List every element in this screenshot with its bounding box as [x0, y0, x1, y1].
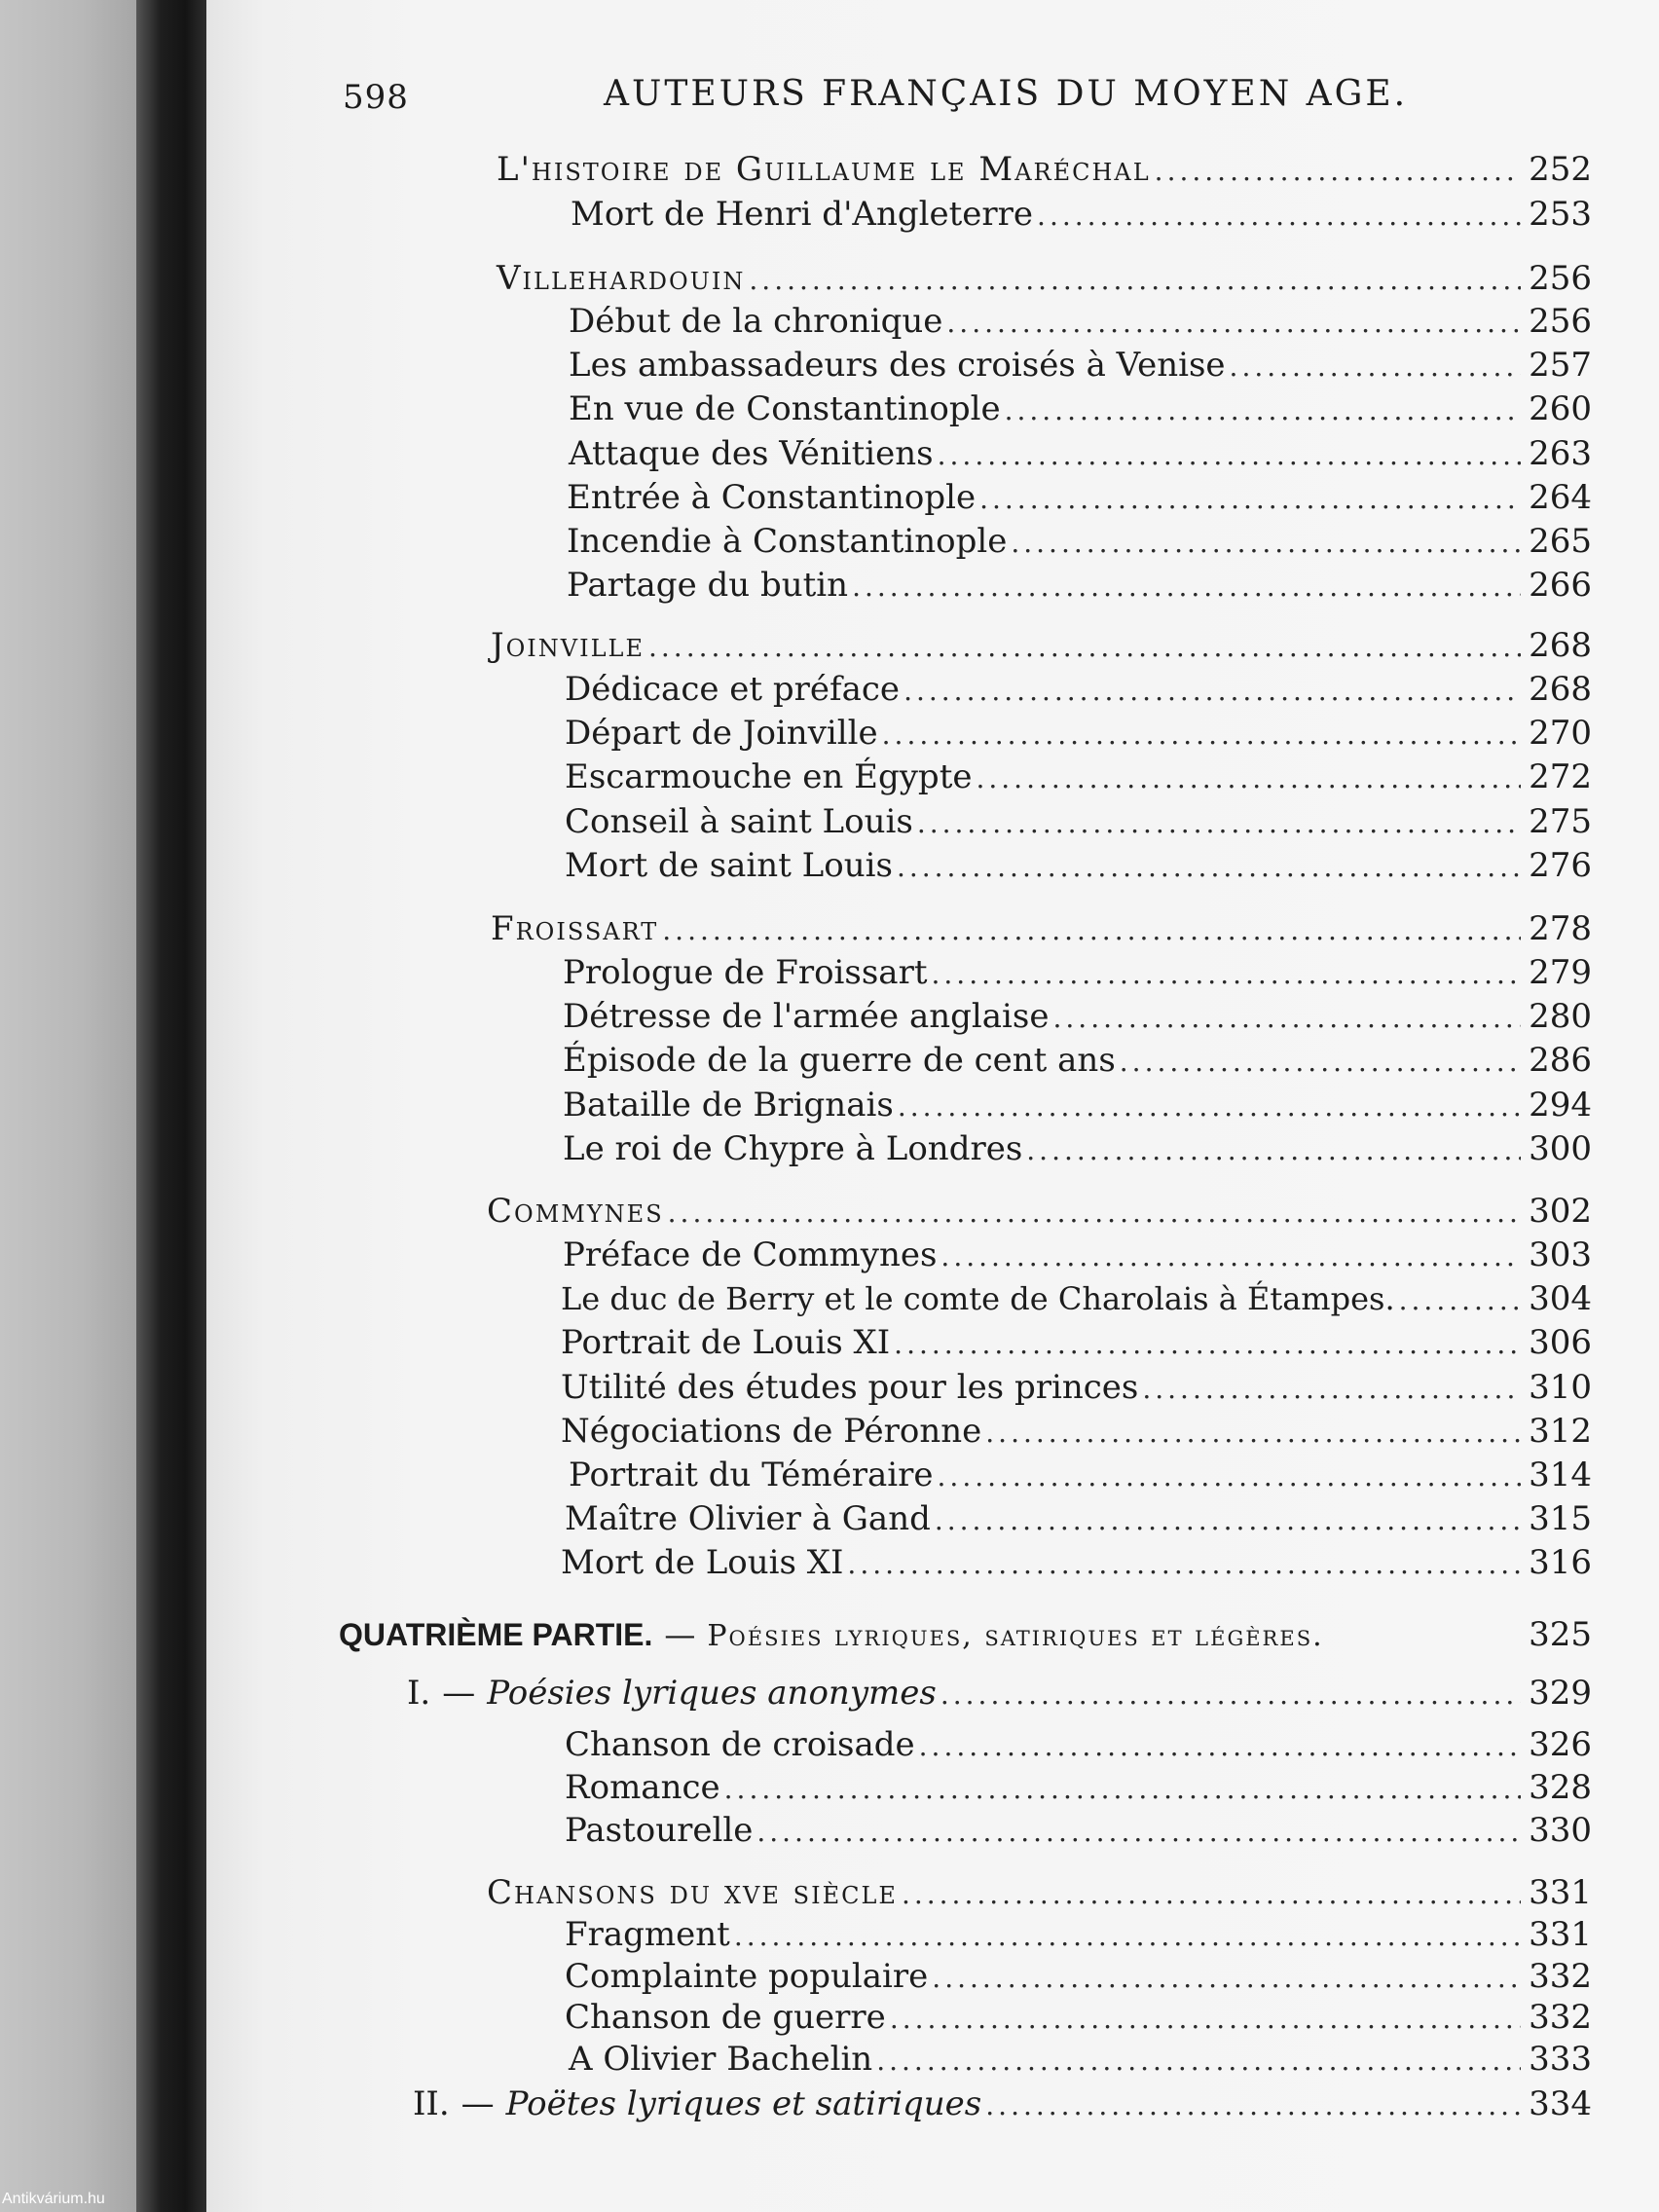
dot-leader: [935, 1499, 1521, 1542]
toc-entry-label: Romance: [565, 1768, 720, 1807]
dot-leader: [903, 670, 1521, 713]
dot-leader: [882, 714, 1521, 756]
toc-page-number: 253: [1529, 195, 1592, 234]
toc-entry[interactable]: [563, 1234, 1592, 1276]
toc-entry[interactable]: [569, 344, 1592, 387]
dot-leader: [668, 1192, 1521, 1235]
toc-entry-label: Conseil à saint Louis: [565, 802, 913, 841]
part-title: QUATRIÈME PARTIE.: [339, 1617, 653, 1652]
toc-page-number: 325: [1529, 1615, 1592, 1654]
toc-page-number: 276: [1529, 846, 1592, 885]
toc-page-number: 272: [1529, 757, 1592, 796]
toc-page-number: 294: [1529, 1086, 1592, 1124]
toc-page-number: 328: [1529, 1768, 1592, 1807]
toc-entry[interactable]: [565, 668, 1592, 711]
toc-entry-label: Utilité des études pour les princes: [561, 1368, 1139, 1407]
toc-entry[interactable]: [563, 1127, 1592, 1170]
toc-entry-label: Incendie à Constantinople: [567, 522, 1008, 561]
toc-entry[interactable]: [569, 432, 1592, 475]
dot-leader: [894, 1323, 1521, 1366]
toc-page-number: 315: [1529, 1499, 1592, 1538]
toc-page-number: 260: [1529, 389, 1592, 428]
dot-leader: [749, 259, 1521, 302]
toc-entry-label: Maître Olivier à Gand: [565, 1499, 931, 1538]
toc-entry[interactable]: [563, 951, 1592, 994]
dot-leader: [917, 802, 1521, 845]
toc-entry[interactable]: [561, 1366, 1592, 1409]
toc-page-number: 265: [1529, 522, 1592, 561]
toc-heading-joinville[interactable]: [491, 624, 1592, 667]
dot-leader: [852, 566, 1521, 608]
toc-entry-label: Épisode de la guerre de cent ans: [563, 1041, 1116, 1080]
dot-leader: [919, 1725, 1521, 1768]
toc-entry[interactable]: [565, 1809, 1592, 1852]
toc-page-number: 332: [1529, 1998, 1592, 2037]
section-dash: —: [461, 2084, 495, 2123]
toc-page-number: 310: [1529, 1368, 1592, 1407]
toc-entry-label: Préface de Commynes: [563, 1235, 938, 1274]
toc-entry[interactable]: [567, 476, 1592, 519]
toc-page-number: 326: [1529, 1725, 1592, 1764]
toc-entry-label: Entrée à Constantinople: [567, 478, 977, 517]
toc-entry[interactable]: [565, 1955, 1592, 1998]
toc-page-number: 268: [1529, 626, 1592, 665]
dot-leader: [932, 1957, 1521, 2000]
toc-entry[interactable]: [565, 1766, 1592, 1809]
toc-entry[interactable]: [569, 300, 1592, 343]
page-number: 598: [343, 78, 409, 117]
dot-leader: [940, 1235, 1521, 1278]
dot-leader: [1142, 1368, 1521, 1411]
toc-entry[interactable]: [563, 1084, 1592, 1126]
dot-leader: [724, 1768, 1521, 1811]
toc-page-number: 286: [1529, 1041, 1592, 1080]
toc-page-number: 279: [1529, 953, 1592, 992]
toc-entry-label: Mort de Louis XI: [561, 1543, 844, 1582]
toc-entry-label: Escarmouche en Égypte: [565, 757, 973, 796]
toc-entry-label: Portrait de Louis XI: [561, 1323, 891, 1362]
toc-page-number: 278: [1529, 909, 1592, 948]
toc-entry[interactable]: [561, 1541, 1592, 1584]
dot-leader: [890, 1998, 1521, 2041]
toc-page-number: 316: [1529, 1543, 1592, 1582]
dot-leader: [932, 953, 1522, 996]
toc-heading-villehardouin[interactable]: [497, 257, 1592, 300]
toc-entry[interactable]: [563, 995, 1592, 1038]
dot-leader: [1037, 195, 1521, 238]
toc-heading-label: Joinville: [491, 626, 645, 665]
dot-leader: [898, 1086, 1521, 1128]
toc-page-number: 331: [1529, 1873, 1592, 1912]
toc-entry[interactable]: [569, 387, 1592, 430]
dot-leader: [1011, 522, 1521, 565]
toc-heading-commynes[interactable]: [487, 1190, 1592, 1233]
toc-page-number: 263: [1529, 434, 1592, 473]
toc-entry-label: En vue de Constantinople: [569, 389, 1001, 428]
book-binding-edge: [0, 0, 136, 2212]
toc-part-four[interactable]: [339, 1613, 1592, 1656]
toc-entry-label: Chanson de croisade: [565, 1725, 915, 1764]
toc-page-number: 275: [1529, 802, 1592, 841]
toc-entry[interactable]: [565, 844, 1592, 887]
toc-entry-label: Fragment: [565, 1915, 730, 1954]
dot-leader: [1230, 346, 1522, 388]
toc-page-number: 302: [1529, 1192, 1592, 1231]
dot-leader: [756, 1811, 1521, 1854]
toc-page-number: 257: [1529, 346, 1592, 385]
toc-page-number: 264: [1529, 478, 1592, 517]
toc-entry-label: Partage du butin: [567, 566, 849, 605]
dot-leader: [1155, 150, 1521, 193]
toc-entry-label: Pastourelle: [565, 1811, 754, 1850]
toc-entry[interactable]: [565, 1497, 1592, 1540]
dot-leader: [976, 757, 1521, 800]
toc-page-number: 270: [1529, 714, 1592, 753]
source-watermark: Antikvárium.hu: [2, 2191, 105, 2207]
toc-page-number: 304: [1529, 1279, 1592, 1318]
toc-heading-froissart[interactable]: [491, 907, 1592, 950]
running-head: AUTEURS FRANÇAIS DU MOYEN AGE.: [604, 74, 1409, 114]
dot-leader: [734, 1915, 1521, 1958]
toc-page-number: 331: [1529, 1915, 1592, 1954]
section-dash: —: [442, 1674, 476, 1713]
toc-page-number: 256: [1529, 302, 1592, 341]
toc-entry[interactable]: [569, 1454, 1592, 1496]
dot-leader: [1005, 389, 1522, 432]
toc-heading-label: Commynes: [487, 1192, 664, 1231]
dot-leader: [1120, 1041, 1521, 1084]
dot-leader: [1399, 1279, 1521, 1322]
toc-page-number: 330: [1529, 1811, 1592, 1850]
toc-page-number: 256: [1529, 259, 1592, 298]
toc-page-number: 303: [1529, 1235, 1592, 1274]
toc-page-number: 314: [1529, 1456, 1592, 1494]
part-dash: —: [664, 1616, 696, 1653]
toc-page-number: 268: [1529, 670, 1592, 709]
toc-page-number: 252: [1529, 150, 1592, 189]
toc-page-number: 333: [1529, 2040, 1592, 2079]
toc-entry-label: Dédicace et préface: [565, 670, 901, 709]
toc-heading-chansons[interactable]: [487, 1871, 1592, 1914]
section-numeral: II.: [413, 2084, 450, 2123]
part-subtitle: Poésies lyriques, satiriques et légères.: [707, 1619, 1324, 1653]
toc-entry[interactable]: [561, 1410, 1592, 1453]
toc-entry-label: Mort de saint Louis: [565, 846, 893, 885]
toc-entry[interactable]: [569, 2038, 1592, 2081]
toc-entry-label: Début de la chronique: [569, 302, 943, 341]
dot-leader: [902, 1873, 1521, 1916]
dot-leader: [1026, 1129, 1521, 1172]
toc-entry-label: Bataille de Brignais: [563, 1086, 894, 1124]
dot-leader: [979, 478, 1521, 521]
section-title: Poésies lyriques anonymes: [487, 1674, 937, 1713]
toc-entry[interactable]: [565, 756, 1592, 798]
dot-leader: [847, 1543, 1521, 1586]
toc-entry[interactable]: [561, 1321, 1592, 1364]
dot-leader: [1053, 997, 1522, 1040]
dot-leader: [648, 626, 1521, 669]
toc-section-two[interactable]: [413, 2083, 1592, 2125]
toc-entry[interactable]: [563, 1039, 1592, 1082]
toc-page-number: 334: [1529, 2084, 1592, 2123]
toc-entry[interactable]: [565, 800, 1592, 843]
dot-leader: [940, 1674, 1521, 1716]
toc-entry[interactable]: [565, 1723, 1592, 1766]
book-gutter-shadow: [136, 0, 206, 2212]
dot-leader: [985, 2084, 1521, 2127]
toc-entry-label: Les ambassadeurs des croisés à Venise: [569, 346, 1226, 385]
toc-entry-label: Attaque des Vénitiens: [569, 434, 934, 473]
toc-entry-label: Complainte populaire: [565, 1957, 929, 1996]
toc-entry-label: Détresse de l'armée anglaise: [563, 997, 1050, 1036]
toc-section-one[interactable]: [407, 1672, 1592, 1714]
toc-entry-label: Le roi de Chypre à Londres: [563, 1129, 1023, 1168]
toc-heading-label: Villehardouin: [497, 259, 746, 298]
toc-entry[interactable]: [561, 1277, 1592, 1320]
toc-entry[interactable]: [567, 564, 1592, 607]
toc-page-number: 280: [1529, 997, 1592, 1036]
dot-leader: [897, 846, 1521, 889]
toc-entry[interactable]: [571, 193, 1592, 236]
toc-page-number: 306: [1529, 1323, 1592, 1362]
toc-entry[interactable]: [565, 1996, 1592, 2039]
toc-entry-label: Le duc de Berry et le comte de Charolais à Étampes.: [561, 1280, 1395, 1317]
dot-leader: [876, 2040, 1521, 2083]
dot-leader: [938, 434, 1521, 477]
toc-page-number: 332: [1529, 1957, 1592, 1996]
toc-heading-marechal[interactable]: [497, 148, 1592, 191]
toc-entry-label: Chanson de guerre: [565, 1998, 886, 2037]
toc-entry-label: A Olivier Bachelin: [569, 2040, 873, 2079]
toc-entry-label: Négociations de Péronne: [561, 1412, 982, 1451]
toc-page-number: 329: [1529, 1674, 1592, 1713]
dot-leader: [938, 1456, 1522, 1498]
toc-entry-label: Portrait du Téméraire: [569, 1456, 934, 1494]
toc-heading-label: Chansons du xve siècle: [487, 1873, 898, 1912]
toc-entry-label: Prologue de Froissart: [563, 953, 928, 992]
toc-heading-label: L'histoire de Guillaume le Maréchal: [497, 150, 1151, 189]
section-title: Poëtes lyriques et satiriques: [505, 2084, 982, 2123]
toc-heading-label: Froissart: [491, 909, 659, 948]
toc-entry-label: Mort de Henri d'Angleterre: [571, 195, 1034, 234]
dot-leader: [946, 302, 1521, 345]
section-numeral: I.: [407, 1674, 431, 1713]
dot-leader: [662, 909, 1521, 952]
toc-page-number: 312: [1529, 1412, 1592, 1451]
toc-entry[interactable]: [567, 520, 1592, 563]
toc-page-number: 300: [1529, 1129, 1592, 1168]
toc-entry[interactable]: [565, 1913, 1592, 1956]
toc-entry[interactable]: [565, 712, 1592, 755]
toc-page-number: 266: [1529, 566, 1592, 605]
toc-entry-label: Départ de Joinville: [565, 714, 878, 753]
dot-leader: [985, 1412, 1521, 1455]
